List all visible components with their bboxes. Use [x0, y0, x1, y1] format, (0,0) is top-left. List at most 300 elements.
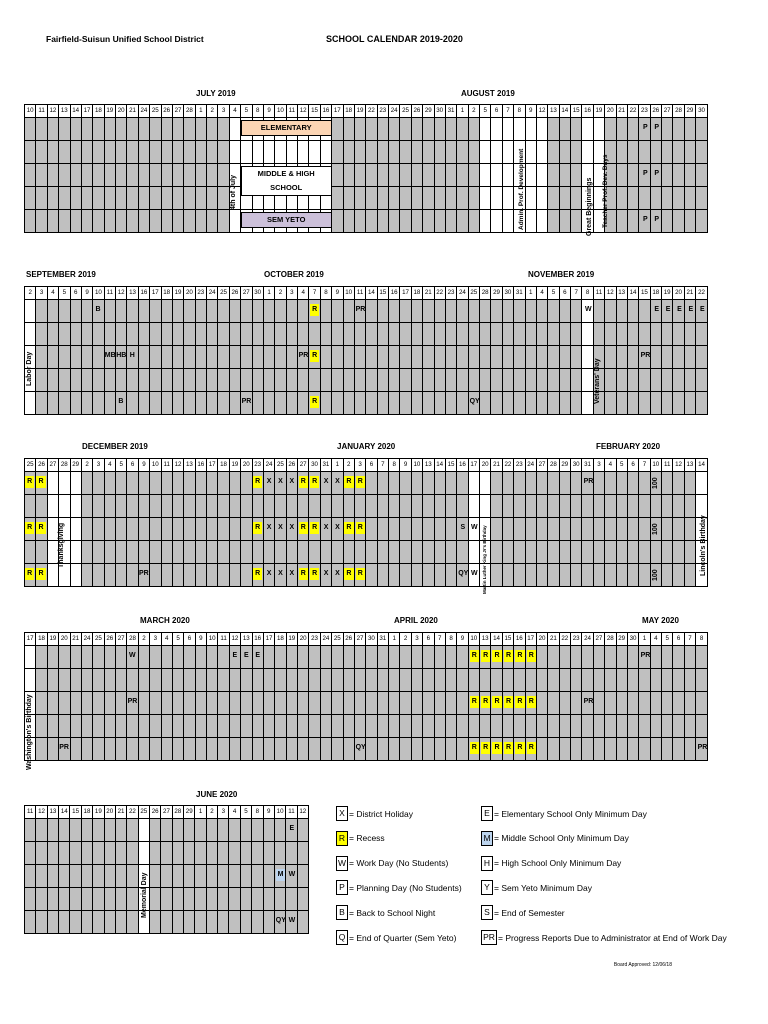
day-cell[interactable]: [184, 738, 195, 761]
day-cell[interactable]: [59, 187, 70, 210]
day-cell[interactable]: [366, 323, 377, 346]
day-cell[interactable]: [366, 300, 377, 323]
day-cell[interactable]: [684, 392, 695, 415]
day-cell[interactable]: [241, 669, 252, 692]
day-cell[interactable]: [161, 518, 172, 541]
day-cell[interactable]: [650, 669, 661, 692]
day-cell[interactable]: [150, 692, 161, 715]
day-cell[interactable]: [684, 323, 695, 346]
day-cell[interactable]: [286, 541, 297, 564]
day-cell[interactable]: [616, 715, 627, 738]
day-cell[interactable]: [445, 564, 456, 587]
day-cell[interactable]: [81, 669, 92, 692]
day-cell[interactable]: [252, 692, 263, 715]
day-cell[interactable]: [673, 692, 684, 715]
day-cell[interactable]: [274, 842, 285, 865]
day-cell[interactable]: [400, 738, 411, 761]
day-cell[interactable]: [241, 692, 252, 715]
day-cell[interactable]: [457, 323, 468, 346]
day-cell[interactable]: [309, 369, 320, 392]
day-cell[interactable]: [70, 842, 81, 865]
day-cell[interactable]: [207, 715, 218, 738]
day-cell[interactable]: [127, 738, 138, 761]
day-cell[interactable]: [195, 495, 206, 518]
day-cell[interactable]: [662, 210, 673, 233]
day-cell[interactable]: [263, 300, 274, 323]
day-cell[interactable]: [468, 187, 479, 210]
day-cell[interactable]: [332, 495, 343, 518]
day-cell[interactable]: [207, 669, 218, 692]
day-cell[interactable]: [696, 715, 708, 738]
day-cell[interactable]: [354, 692, 365, 715]
day-cell[interactable]: [400, 472, 411, 495]
day-cell[interactable]: [400, 118, 411, 141]
day-cell[interactable]: [377, 495, 388, 518]
day-cell[interactable]: [184, 323, 195, 346]
day-cell[interactable]: [559, 518, 570, 541]
day-cell[interactable]: [81, 541, 92, 564]
day-cell[interactable]: [366, 141, 377, 164]
day-cell[interactable]: [684, 118, 695, 141]
day-cell[interactable]: [400, 141, 411, 164]
day-cell[interactable]: [673, 323, 684, 346]
day-cell[interactable]: [627, 118, 638, 141]
day-cell[interactable]: [150, 738, 161, 761]
day-cell[interactable]: [25, 392, 36, 415]
day-cell[interactable]: [684, 187, 695, 210]
day-cell[interactable]: [47, 865, 58, 888]
day-cell[interactable]: [309, 541, 320, 564]
day-cell[interactable]: [47, 541, 58, 564]
day-cell[interactable]: [571, 564, 582, 587]
day-cell[interactable]: [354, 715, 365, 738]
day-cell[interactable]: [354, 669, 365, 692]
day-cell[interactable]: [616, 564, 627, 587]
day-cell[interactable]: [70, 669, 81, 692]
day-cell[interactable]: [491, 323, 502, 346]
day-cell[interactable]: [491, 392, 502, 415]
day-cell[interactable]: [445, 346, 456, 369]
day-cell[interactable]: [457, 164, 468, 187]
day-cell[interactable]: [627, 346, 638, 369]
day-cell[interactable]: [423, 472, 434, 495]
day-cell[interactable]: [286, 323, 297, 346]
day-cell[interactable]: [184, 518, 195, 541]
day-cell[interactable]: [332, 715, 343, 738]
day-cell[interactable]: [207, 141, 218, 164]
day-cell[interactable]: [309, 692, 320, 715]
day-cell[interactable]: [445, 323, 456, 346]
day-cell[interactable]: [218, 164, 229, 187]
day-cell[interactable]: [662, 495, 673, 518]
day-cell[interactable]: [218, 692, 229, 715]
day-cell[interactable]: [366, 692, 377, 715]
day-cell[interactable]: [571, 392, 582, 415]
day-cell[interactable]: [502, 564, 513, 587]
day-cell[interactable]: [502, 346, 513, 369]
day-cell[interactable]: [149, 842, 160, 865]
day-cell[interactable]: [457, 210, 468, 233]
day-cell[interactable]: [468, 118, 479, 141]
day-cell[interactable]: [172, 842, 183, 865]
day-cell[interactable]: [582, 369, 593, 392]
day-cell[interactable]: [389, 564, 400, 587]
day-cell[interactable]: [423, 518, 434, 541]
day-cell[interactable]: [93, 164, 104, 187]
day-cell[interactable]: [548, 564, 559, 587]
day-cell[interactable]: [161, 865, 172, 888]
day-cell[interactable]: [149, 911, 160, 934]
day-cell[interactable]: [298, 300, 309, 323]
day-cell[interactable]: [616, 323, 627, 346]
day-cell[interactable]: [47, 118, 58, 141]
day-cell[interactable]: [684, 164, 695, 187]
day-cell[interactable]: [25, 819, 36, 842]
day-cell[interactable]: [116, 564, 127, 587]
day-cell[interactable]: [457, 392, 468, 415]
day-cell[interactable]: [605, 472, 616, 495]
day-cell[interactable]: [263, 669, 274, 692]
day-cell[interactable]: [298, 646, 309, 669]
day-cell[interactable]: [218, 715, 229, 738]
day-cell[interactable]: [593, 118, 604, 141]
day-cell[interactable]: [127, 164, 138, 187]
day-cell[interactable]: [457, 692, 468, 715]
day-cell[interactable]: [138, 141, 149, 164]
day-cell[interactable]: [525, 495, 536, 518]
day-cell[interactable]: [366, 118, 377, 141]
day-cell[interactable]: [627, 518, 638, 541]
day-cell[interactable]: [275, 646, 286, 669]
day-cell[interactable]: [70, 819, 81, 842]
day-cell[interactable]: [605, 518, 616, 541]
day-cell[interactable]: [229, 323, 240, 346]
day-cell[interactable]: [229, 392, 240, 415]
day-cell[interactable]: [548, 518, 559, 541]
day-cell[interactable]: [104, 888, 115, 911]
day-cell[interactable]: [571, 669, 582, 692]
day-cell[interactable]: [184, 300, 195, 323]
day-cell[interactable]: [514, 564, 525, 587]
day-cell[interactable]: [36, 715, 47, 738]
day-cell[interactable]: [184, 646, 195, 669]
day-cell[interactable]: [195, 541, 206, 564]
day-cell[interactable]: [423, 323, 434, 346]
day-cell[interactable]: [184, 541, 195, 564]
day-cell[interactable]: [47, 715, 58, 738]
day-cell[interactable]: [571, 738, 582, 761]
day-cell[interactable]: [605, 323, 616, 346]
day-cell[interactable]: [59, 692, 70, 715]
day-cell[interactable]: [172, 715, 183, 738]
day-cell[interactable]: [616, 738, 627, 761]
day-cell[interactable]: [241, 141, 252, 164]
day-cell[interactable]: [36, 842, 47, 865]
day-cell[interactable]: [127, 210, 138, 233]
day-cell[interactable]: [275, 346, 286, 369]
day-cell[interactable]: [229, 300, 240, 323]
day-cell[interactable]: [411, 669, 422, 692]
day-cell[interactable]: [684, 472, 695, 495]
day-cell[interactable]: [571, 692, 582, 715]
day-cell[interactable]: [445, 164, 456, 187]
day-cell[interactable]: [548, 369, 559, 392]
day-cell[interactable]: [684, 495, 695, 518]
day-cell[interactable]: [116, 369, 127, 392]
day-cell[interactable]: [571, 346, 582, 369]
day-cell[interactable]: [241, 738, 252, 761]
day-cell[interactable]: [434, 715, 445, 738]
day-cell[interactable]: [93, 692, 104, 715]
day-cell[interactable]: [207, 564, 218, 587]
day-cell[interactable]: [240, 865, 251, 888]
day-cell[interactable]: [138, 323, 149, 346]
day-cell[interactable]: [207, 164, 218, 187]
day-cell[interactable]: [150, 300, 161, 323]
day-cell[interactable]: [241, 541, 252, 564]
day-cell[interactable]: [650, 141, 661, 164]
day-cell[interactable]: [434, 392, 445, 415]
day-cell[interactable]: [457, 141, 468, 164]
day-cell[interactable]: [240, 911, 251, 934]
day-cell[interactable]: [616, 472, 627, 495]
day-cell[interactable]: [514, 346, 525, 369]
day-cell[interactable]: [389, 141, 400, 164]
day-cell[interactable]: [172, 669, 183, 692]
day-cell[interactable]: [116, 541, 127, 564]
day-cell[interactable]: [207, 210, 218, 233]
day-cell[interactable]: [47, 141, 58, 164]
day-cell[interactable]: [627, 495, 638, 518]
day-cell[interactable]: [377, 715, 388, 738]
day-cell[interactable]: [377, 300, 388, 323]
day-cell[interactable]: [639, 141, 650, 164]
day-cell[interactable]: [343, 300, 354, 323]
day-cell[interactable]: [116, 692, 127, 715]
day-cell[interactable]: [320, 692, 331, 715]
day-cell[interactable]: [47, 888, 58, 911]
day-cell[interactable]: [332, 164, 343, 187]
day-cell[interactable]: [468, 346, 479, 369]
day-cell[interactable]: [138, 210, 149, 233]
day-cell[interactable]: [548, 738, 559, 761]
day-cell[interactable]: [36, 911, 47, 934]
day-cell[interactable]: [502, 669, 513, 692]
day-cell[interactable]: [161, 210, 172, 233]
day-cell[interactable]: [229, 911, 240, 934]
day-cell[interactable]: [434, 518, 445, 541]
day-cell[interactable]: [525, 300, 536, 323]
day-cell[interactable]: [59, 819, 70, 842]
day-cell[interactable]: [491, 564, 502, 587]
day-cell[interactable]: [343, 346, 354, 369]
day-cell[interactable]: [93, 472, 104, 495]
day-cell[interactable]: [240, 819, 251, 842]
day-cell[interactable]: [263, 819, 274, 842]
day-cell[interactable]: [263, 911, 274, 934]
day-cell[interactable]: [411, 472, 422, 495]
day-cell[interactable]: [195, 669, 206, 692]
day-cell[interactable]: [127, 495, 138, 518]
day-cell[interactable]: [263, 495, 274, 518]
day-cell[interactable]: [70, 564, 81, 587]
day-cell[interactable]: [172, 164, 183, 187]
day-cell[interactable]: [93, 738, 104, 761]
day-cell[interactable]: [36, 187, 47, 210]
day-cell[interactable]: [673, 495, 684, 518]
day-cell[interactable]: [184, 842, 195, 865]
day-cell[interactable]: [184, 888, 195, 911]
day-cell[interactable]: [206, 911, 217, 934]
day-cell[interactable]: [332, 541, 343, 564]
day-cell[interactable]: [93, 865, 104, 888]
day-cell[interactable]: [81, 865, 92, 888]
day-cell[interactable]: [70, 164, 81, 187]
day-cell[interactable]: [491, 715, 502, 738]
day-cell[interactable]: [662, 164, 673, 187]
day-cell[interactable]: [559, 495, 570, 518]
day-cell[interactable]: [195, 346, 206, 369]
day-cell[interactable]: [218, 392, 229, 415]
day-cell[interactable]: [662, 715, 673, 738]
day-cell[interactable]: [81, 518, 92, 541]
day-cell[interactable]: [93, 187, 104, 210]
day-cell[interactable]: [354, 541, 365, 564]
day-cell[interactable]: [434, 164, 445, 187]
day-cell[interactable]: [457, 715, 468, 738]
day-cell[interactable]: [138, 472, 149, 495]
day-cell[interactable]: [502, 187, 513, 210]
day-cell[interactable]: [411, 738, 422, 761]
day-cell[interactable]: [138, 669, 149, 692]
day-cell[interactable]: [47, 518, 58, 541]
day-cell[interactable]: [548, 118, 559, 141]
day-cell[interactable]: [25, 187, 36, 210]
day-cell[interactable]: [116, 715, 127, 738]
day-cell[interactable]: [389, 495, 400, 518]
day-cell[interactable]: [184, 187, 195, 210]
day-cell[interactable]: [59, 164, 70, 187]
day-cell[interactable]: [377, 472, 388, 495]
day-cell[interactable]: [207, 646, 218, 669]
day-cell[interactable]: [286, 392, 297, 415]
day-cell[interactable]: [354, 646, 365, 669]
day-cell[interactable]: [150, 669, 161, 692]
day-cell[interactable]: [559, 369, 570, 392]
day-cell[interactable]: [195, 692, 206, 715]
day-cell[interactable]: [286, 369, 297, 392]
day-cell[interactable]: [593, 646, 604, 669]
day-cell[interactable]: [548, 541, 559, 564]
day-cell[interactable]: [93, 210, 104, 233]
day-cell[interactable]: [172, 472, 183, 495]
day-cell[interactable]: [559, 472, 570, 495]
day-cell[interactable]: [229, 888, 240, 911]
day-cell[interactable]: [491, 346, 502, 369]
day-cell[interactable]: [241, 300, 252, 323]
day-cell[interactable]: [400, 323, 411, 346]
day-cell[interactable]: [525, 141, 536, 164]
day-cell[interactable]: [559, 164, 570, 187]
day-cell[interactable]: [241, 346, 252, 369]
day-cell[interactable]: [93, 118, 104, 141]
day-cell[interactable]: [434, 472, 445, 495]
day-cell[interactable]: [514, 715, 525, 738]
day-cell[interactable]: [434, 646, 445, 669]
day-cell[interactable]: [275, 369, 286, 392]
day-cell[interactable]: [81, 911, 92, 934]
day-cell[interactable]: [559, 392, 570, 415]
day-cell[interactable]: [616, 210, 627, 233]
day-cell[interactable]: [172, 541, 183, 564]
day-cell[interactable]: [263, 141, 274, 164]
day-cell[interactable]: [195, 141, 206, 164]
day-cell[interactable]: [59, 472, 70, 495]
day-cell[interactable]: [480, 141, 491, 164]
day-cell[interactable]: [104, 541, 115, 564]
day-cell[interactable]: [400, 187, 411, 210]
day-cell[interactable]: [627, 669, 638, 692]
day-cell[interactable]: [480, 118, 491, 141]
day-cell[interactable]: [59, 495, 70, 518]
day-cell[interactable]: [195, 819, 206, 842]
day-cell[interactable]: [81, 392, 92, 415]
day-cell[interactable]: [536, 669, 547, 692]
day-cell[interactable]: [639, 472, 650, 495]
day-cell[interactable]: [673, 187, 684, 210]
day-cell[interactable]: [104, 518, 115, 541]
day-cell[interactable]: [480, 669, 491, 692]
day-cell[interactable]: [59, 118, 70, 141]
day-cell[interactable]: [423, 738, 434, 761]
day-cell[interactable]: [161, 300, 172, 323]
day-cell[interactable]: [116, 738, 127, 761]
day-cell[interactable]: [252, 346, 263, 369]
day-cell[interactable]: [650, 187, 661, 210]
day-cell[interactable]: [389, 472, 400, 495]
day-cell[interactable]: [36, 541, 47, 564]
day-cell[interactable]: [252, 323, 263, 346]
day-cell[interactable]: [411, 541, 422, 564]
day-cell[interactable]: [47, 369, 58, 392]
day-cell[interactable]: [559, 715, 570, 738]
day-cell[interactable]: [25, 210, 36, 233]
day-cell[interactable]: [457, 495, 468, 518]
day-cell[interactable]: [377, 187, 388, 210]
day-cell[interactable]: [548, 392, 559, 415]
day-cell[interactable]: [25, 842, 36, 865]
day-cell[interactable]: [696, 346, 708, 369]
day-cell[interactable]: [252, 495, 263, 518]
day-cell[interactable]: [662, 118, 673, 141]
day-cell[interactable]: [274, 819, 285, 842]
day-cell[interactable]: [263, 888, 274, 911]
day-cell[interactable]: [684, 346, 695, 369]
day-cell[interactable]: [343, 692, 354, 715]
day-cell[interactable]: [627, 164, 638, 187]
day-cell[interactable]: [480, 715, 491, 738]
day-cell[interactable]: [696, 164, 708, 187]
day-cell[interactable]: [36, 346, 47, 369]
day-cell[interactable]: [70, 911, 81, 934]
day-cell[interactable]: [172, 187, 183, 210]
day-cell[interactable]: [47, 738, 58, 761]
day-cell[interactable]: [104, 392, 115, 415]
day-cell[interactable]: [184, 692, 195, 715]
day-cell[interactable]: [229, 141, 240, 164]
day-cell[interactable]: [571, 187, 582, 210]
day-cell[interactable]: [195, 888, 206, 911]
